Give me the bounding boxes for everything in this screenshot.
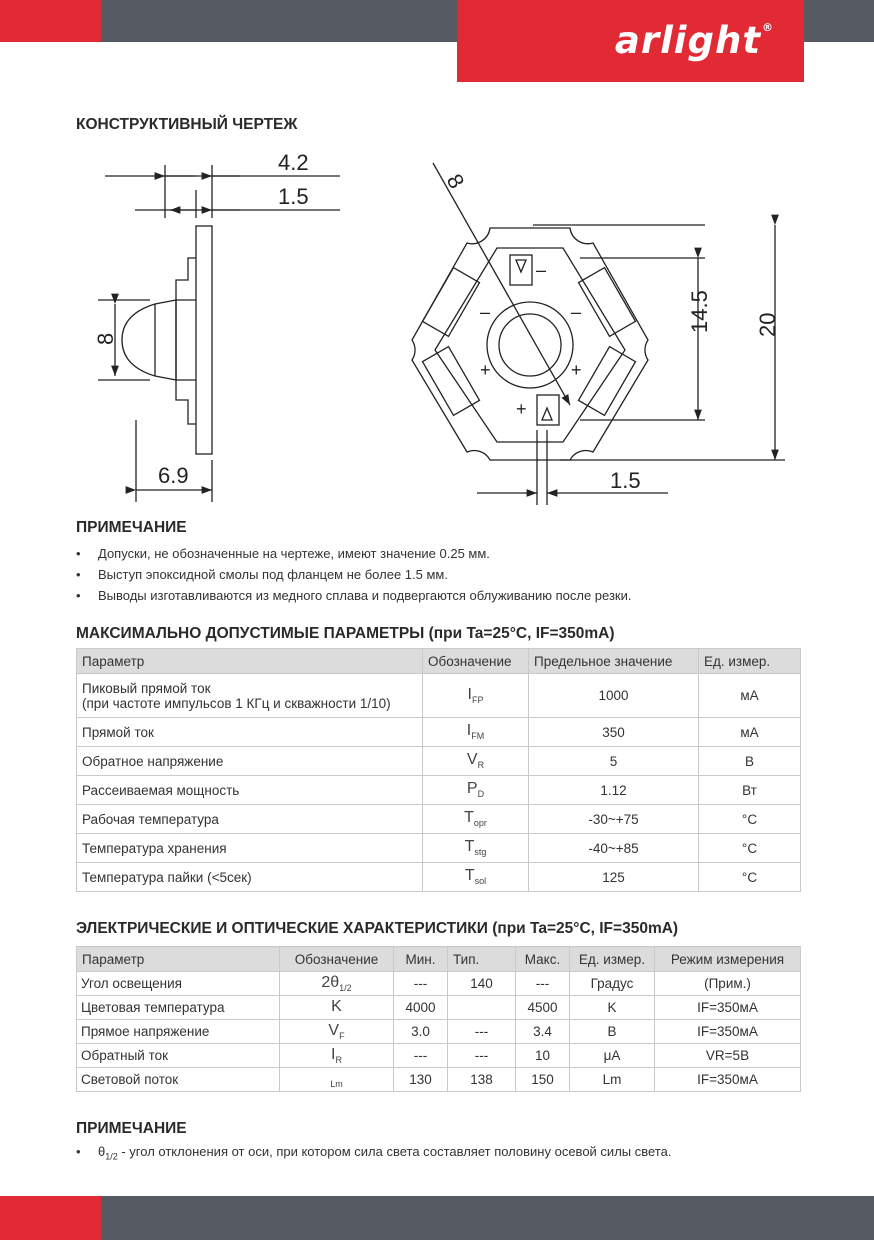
col-header: Параметр: [77, 649, 423, 674]
symbol-cell: K: [280, 996, 394, 1020]
table-row: [77, 834, 801, 863]
note2-title: ПРИМЕЧАНИЕ: [76, 1120, 187, 1137]
header-bar: [101, 0, 457, 42]
dim-6-9: 6.9: [158, 463, 189, 488]
max-cell: 10: [516, 1044, 570, 1068]
param-cell: Прямой ток: [77, 718, 423, 747]
symbol-cell: Lm: [280, 1068, 394, 1092]
param-cell: Обратное напряжение: [77, 747, 423, 776]
symbol-cell: $P_D$: [423, 776, 529, 805]
col-header: Режим измерения: [655, 947, 801, 972]
max-cell: ---: [516, 972, 570, 996]
header-bar-right: [804, 0, 874, 42]
value-cell: 125: [529, 863, 699, 892]
col-header: Обозначение: [423, 649, 529, 674]
symbol-cell: $T_{opr}$: [423, 805, 529, 834]
max-params-table: [76, 648, 801, 892]
dim-8-diag: 8: [441, 169, 470, 193]
footer-bar: [101, 1196, 874, 1240]
typ-cell: ---: [448, 1044, 516, 1068]
symbol-cell: $V_F$: [280, 1020, 394, 1044]
mode-cell: (Прим.): [655, 972, 801, 996]
unit-cell: В: [570, 1020, 655, 1044]
value-cell: 350: [529, 718, 699, 747]
value-cell: -30~+75: [529, 805, 699, 834]
unit-cell: Градус: [570, 972, 655, 996]
electro-table: [76, 946, 801, 1092]
param-cell: Световой поток: [77, 1068, 280, 1092]
table-row: [77, 718, 801, 747]
table-row: [77, 747, 801, 776]
min-cell: 4000: [394, 996, 448, 1020]
symbol-cell: $I_{FP}$: [423, 674, 529, 718]
symbol-cell: $I_R$: [280, 1044, 394, 1068]
table-row: [77, 805, 801, 834]
table-row: [77, 1068, 801, 1092]
note2-item: • $\theta_{1/2}$ - угол отклонения от оси, при котором сила света составляет половину осевой силы света.: [76, 1141, 671, 1168]
typ-cell: [448, 996, 516, 1020]
note1-list: [76, 543, 632, 606]
unit-cell: μA: [570, 1044, 655, 1068]
col-header: Тип.: [448, 947, 516, 972]
polarity-plus-left: +: [480, 360, 491, 380]
param-cell: Обратный ток: [77, 1044, 280, 1068]
param-cell: Рассеиваемая мощность: [77, 776, 423, 805]
table-row: [77, 776, 801, 805]
table-row: [77, 674, 801, 718]
dim-8-left: 8: [93, 332, 118, 345]
value-cell: 1.12: [529, 776, 699, 805]
table-row: [77, 972, 801, 996]
col-header: Ед. измер.: [570, 947, 655, 972]
footer-accent: [0, 1196, 101, 1240]
unit-cell: °C: [699, 834, 801, 863]
polarity-minus-left: –: [480, 302, 491, 322]
unit-cell: K: [570, 996, 655, 1020]
table-row: [77, 863, 801, 892]
polarity-minus-right: –: [571, 302, 582, 322]
max-cell: 4500: [516, 996, 570, 1020]
param-cell: Пиковый прямой ток (при частоте импульсов 1 КГц и скважности 1/10): [77, 674, 423, 718]
param-cell: Температура пайки (<5сек): [77, 863, 423, 892]
col-header: Ед. измер.: [699, 649, 801, 674]
brand-block: [457, 0, 804, 82]
mode-cell: IF=350мА: [655, 1020, 801, 1044]
dim-1-5-bottom: 1.5: [610, 468, 641, 493]
table-row: [77, 996, 801, 1020]
note1-title: ПРИМЕЧАНИЕ: [76, 519, 187, 536]
dim-20: 20: [755, 312, 780, 337]
table-row: [77, 1044, 801, 1068]
dim-4-2: 4.2: [278, 150, 309, 175]
col-header: Мин.: [394, 947, 448, 972]
dim-14-5: 14.5: [687, 290, 712, 333]
max-cell: 150: [516, 1068, 570, 1092]
header-accent-left: [0, 0, 101, 42]
param-cell: Рабочая температура: [77, 805, 423, 834]
drawing-title: КОНСТРУКТИВНЫЙ ЧЕРТЕЖ: [76, 116, 298, 133]
value-cell: -40~+85: [529, 834, 699, 863]
symbol-cell: $T_{sol}$: [423, 863, 529, 892]
typ-cell: ---: [448, 1020, 516, 1044]
electro-title: ЭЛЕКТРИЧЕСКИЕ И ОПТИЧЕСКИЕ ХАРАКТЕРИСТИКИ (при Ta=25°C, IF=350mA): [76, 920, 679, 937]
polarity-plus-right: +: [571, 360, 582, 380]
param-cell: Угол освещения: [77, 972, 280, 996]
unit-cell: мА: [699, 674, 801, 718]
symbol-cell: $T_{stg}$: [423, 834, 529, 863]
max-cell: 3.4: [516, 1020, 570, 1044]
mode-cell: IF=350мА: [655, 996, 801, 1020]
table-row: [77, 1020, 801, 1044]
polarity-plus-bottom: +: [516, 399, 527, 419]
mode-cell: VR=5В: [655, 1044, 801, 1068]
param-cell: Цветовая температура: [77, 996, 280, 1020]
note2-list: [76, 1141, 671, 1168]
unit-cell: °C: [699, 863, 801, 892]
symbol-cell: $I_{FM}$: [423, 718, 529, 747]
symbol-cell: $V_R$: [423, 747, 529, 776]
unit-cell: Вт: [699, 776, 801, 805]
min-cell: ---: [394, 1044, 448, 1068]
col-header: Макс.: [516, 947, 570, 972]
unit-cell: °C: [699, 805, 801, 834]
param-cell: Температура хранения: [77, 834, 423, 863]
unit-cell: В: [699, 747, 801, 776]
min-cell: 130: [394, 1068, 448, 1092]
col-header: Параметр: [77, 947, 280, 972]
value-cell: 5: [529, 747, 699, 776]
value-cell: 1000: [529, 674, 699, 718]
mode-cell: IF=350мА: [655, 1068, 801, 1092]
param-cell: Прямое напряжение: [77, 1020, 280, 1044]
symbol-cell: $2\theta_{1/2}$: [280, 972, 394, 996]
unit-cell: мА: [699, 718, 801, 747]
col-header: Обозначение: [280, 947, 394, 972]
brand-logo: arlight®: [614, 19, 774, 62]
typ-cell: 138: [448, 1068, 516, 1092]
note1-item: • Выступ эпоксидной смолы под фланцем не более 1.5 мм.: [76, 564, 632, 585]
note1-item: • Выводы изготавливаются из медного сплава и подвергаются облуживанию после резки.: [76, 585, 632, 606]
note1-item: • Допуски, не обозначенные на чертеже, имеют значение 0.25 мм.: [76, 543, 632, 564]
construction-drawing: [0, 140, 874, 510]
dim-1-5-top: 1.5: [278, 184, 309, 209]
unit-cell: Lm: [570, 1068, 655, 1092]
polarity-minus-top: –: [536, 260, 547, 280]
min-cell: ---: [394, 972, 448, 996]
max-params-title: МАКСИМАЛЬНО ДОПУСТИМЫЕ ПАРАМЕТРЫ (при Ta=25°C, IF=350mA): [76, 625, 615, 642]
col-header: Предельное значение: [529, 649, 699, 674]
typ-cell: 140: [448, 972, 516, 996]
min-cell: 3.0: [394, 1020, 448, 1044]
